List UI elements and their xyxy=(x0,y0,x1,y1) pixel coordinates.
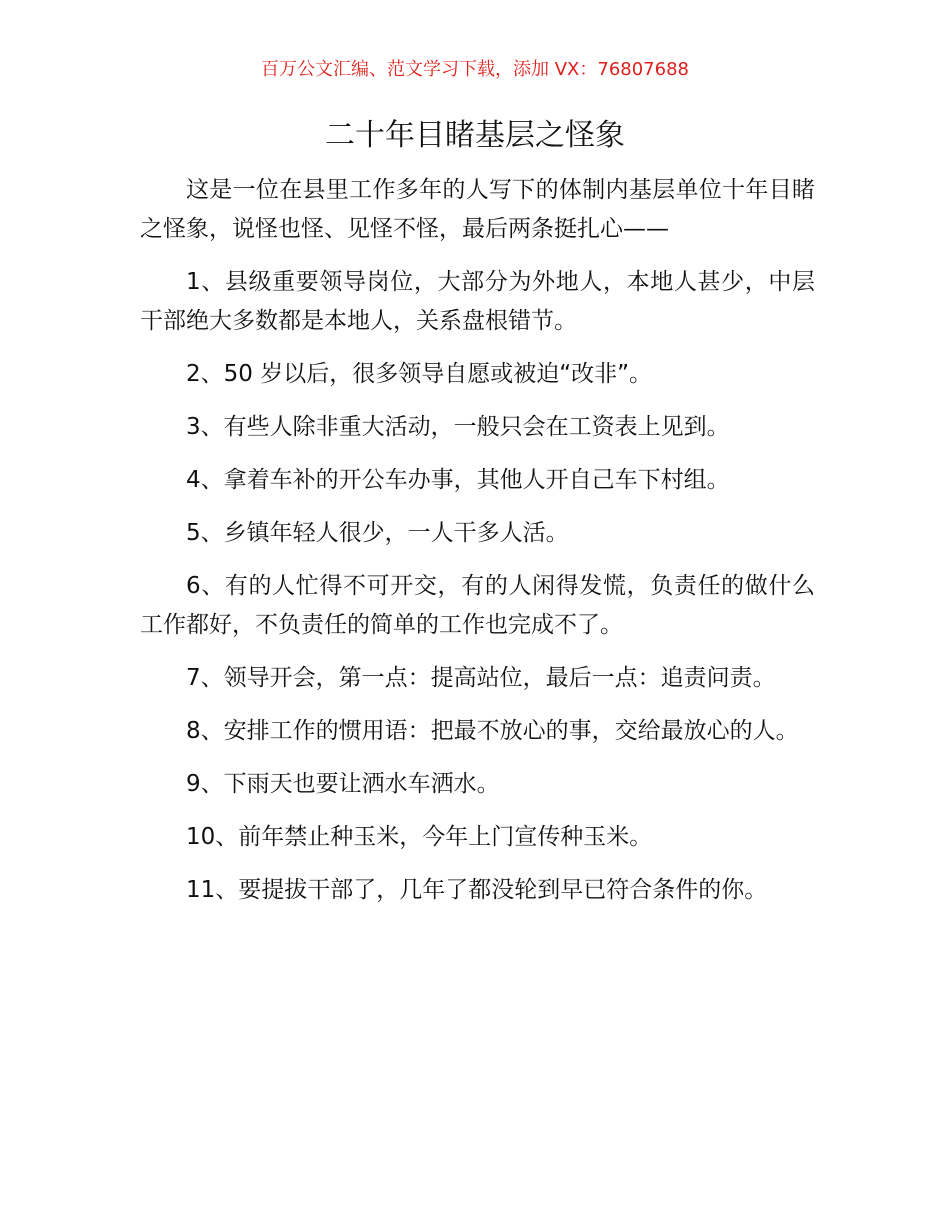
list-item: 7、领导开会，第一点：提高站位，最后一点：追责问责。 xyxy=(186,665,776,691)
list-item: 10、前年禁止种玉米，今年上门宣传种玉米。 xyxy=(186,824,653,850)
header-promo-note: 百万公文汇编、范文学习下载，添加 VX：76807688 xyxy=(261,59,689,80)
list-item: 3、有些人除非重大活动，一般只会在工资表上见到。 xyxy=(186,414,730,440)
list-item: 8、安排工作的惯用语：把最不放心的事，交给最放心的人。 xyxy=(186,718,799,744)
list-item: 11、要提拔干部了，几年了都没轮到早已符合条件的你。 xyxy=(186,877,768,903)
list-item: 4、拿着车补的开公车办事，其他人开自己车下村组。 xyxy=(186,467,730,493)
list-item: 9、下雨天也要让洒水车洒水。 xyxy=(186,771,500,797)
list-item: 5、乡镇年轻人很少，一人干多人活。 xyxy=(186,520,569,546)
document-body xyxy=(140,171,815,924)
page-title: 二十年目睹基层之怪象 xyxy=(325,118,625,153)
list-item: 1、县级重要领导岗位，大部分为外地人，本地人甚少，中层干部绝大多数都是本地人，关系盘根错节。 xyxy=(140,269,815,334)
list-item: 2、50 岁以后，很多领导自愿或被迫“改非”。 xyxy=(186,361,653,387)
intro-paragraph: 这是一位在县里工作多年的人写下的体制内基层单位十年目睹之怪象，说怪也怪、见怪不怪，最后两条挺扎心—— xyxy=(140,177,815,242)
list-item: 6、有的人忙得不可开交，有的人闲得发慌，负责任的做什么工作都好，不负责任的简单的工作也完成不了。 xyxy=(140,573,815,638)
